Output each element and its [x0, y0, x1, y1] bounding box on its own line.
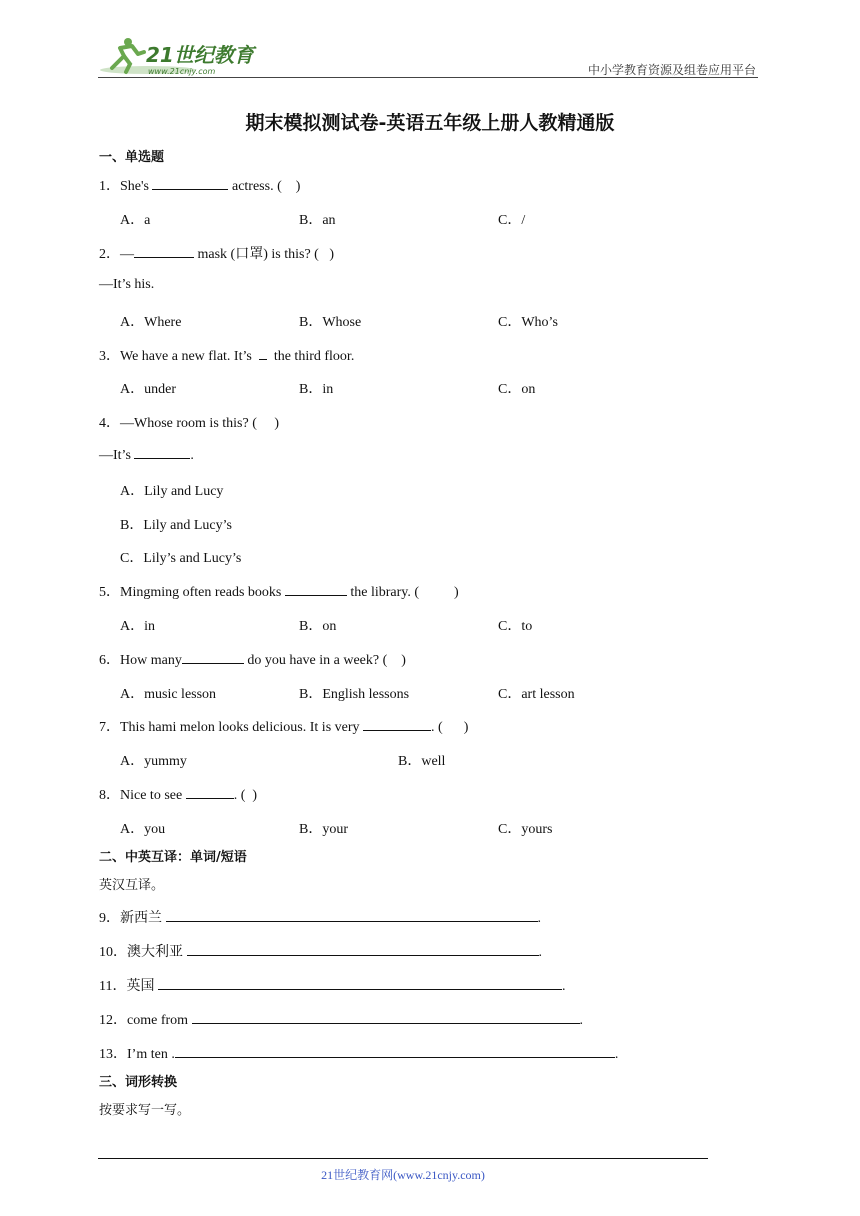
question-13: 13．I’m ten . . [99, 1047, 619, 1062]
question-2: 2．— mask (口罩) is this? ( ) [99, 247, 334, 262]
logo-21cnjy [98, 34, 268, 78]
section-heading-word-forms: 三、词形转换 [99, 1075, 178, 1090]
page-header [98, 30, 758, 78]
q5-option-a[interactable]: A．in [120, 619, 155, 634]
question-2-answer-line: —It’s his. [99, 277, 155, 292]
q6-option-b[interactable]: B．English lessons [299, 687, 410, 702]
q4-option-c[interactable]: C．Lily’s and Lucy’s [120, 551, 242, 566]
page-title: 期末模拟测试卷-英语五年级上册人教精通版 [245, 112, 615, 134]
q8-option-a[interactable]: A．you [120, 822, 166, 837]
q11-answer-blank[interactable] [158, 977, 562, 990]
section-3-instruction: 按要求写一写。 [99, 1103, 191, 1118]
question-11: 11．英国 . [99, 979, 566, 994]
svg-text:21世纪教育: 21世纪教育 [146, 43, 254, 67]
q5-option-b[interactable]: B．on [299, 619, 337, 634]
q3-option-b[interactable]: B．in [299, 382, 334, 397]
q6-option-c[interactable]: C．art lesson [498, 687, 575, 702]
q6-option-a[interactable]: A．music lesson [120, 687, 217, 702]
q10-answer-blank[interactable] [187, 943, 539, 956]
q2-option-c[interactable]: C．Who’s [498, 315, 558, 330]
q1-option-a[interactable]: A．a [120, 213, 151, 228]
section-2-instruction: 英汉互译。 [99, 878, 165, 893]
question-7: 7．This hami melon looks delicious. It is very . ( ) [99, 720, 469, 735]
question-3: 3．We have a new flat. It’s the third floor. [99, 349, 355, 364]
question-8: 8．Nice to see . ( ) [99, 788, 258, 803]
svg-text:www.21cnjy.com: www.21cnjy.com [148, 67, 216, 76]
q2-option-a[interactable]: A．Where [120, 315, 182, 330]
q2-option-b[interactable]: B．Whose [299, 315, 362, 330]
q1-option-c[interactable]: C．/ [498, 213, 526, 228]
question-12: 12．come from . [99, 1013, 584, 1028]
q8-option-c[interactable]: C．yours [498, 822, 553, 837]
question-4-answer-line: —It’s . [99, 448, 194, 463]
question-9: 9．新西兰 . [99, 911, 541, 926]
q8-option-b[interactable]: B．your [299, 822, 348, 837]
q1-option-b[interactable]: B．an [299, 213, 336, 228]
q5-option-c[interactable]: C．to [498, 619, 533, 634]
header-platform-text: 中小学教育资源及组卷应用平台 [587, 63, 756, 77]
question-4: 4．—Whose room is this? ( ) [99, 416, 280, 431]
footer-divider [98, 1158, 708, 1159]
question-5: 5．Mingming often reads books the library. ( ) [99, 585, 459, 600]
question-6: 6．How many do you have in a week? ( ) [99, 653, 406, 668]
section-heading-single-choice: 一、单选题 [99, 150, 165, 165]
question-10: 10．澳大利亚 . [99, 945, 542, 960]
q7-option-a[interactable]: A．yummy [120, 754, 187, 769]
q3-option-c[interactable]: C．on [498, 382, 536, 397]
header-divider [98, 77, 758, 78]
q3-option-a[interactable]: A．under [120, 382, 176, 397]
q7-option-b[interactable]: B．well [398, 754, 446, 769]
section-heading-translation: 二、中英互译：单词/短语 [99, 850, 247, 865]
q4-option-a[interactable]: A．Lily and Lucy [120, 484, 224, 499]
q13-answer-blank[interactable] [175, 1045, 615, 1058]
footer-text[interactable]: 21世纪教育网(www.21cnjy.com) [321, 1168, 485, 1182]
q9-answer-blank[interactable] [166, 909, 538, 922]
question-1: 1．She's actress. ( ) [99, 179, 301, 194]
q12-answer-blank[interactable] [192, 1011, 580, 1024]
q4-option-b[interactable]: B．Lily and Lucy’s [120, 518, 232, 533]
